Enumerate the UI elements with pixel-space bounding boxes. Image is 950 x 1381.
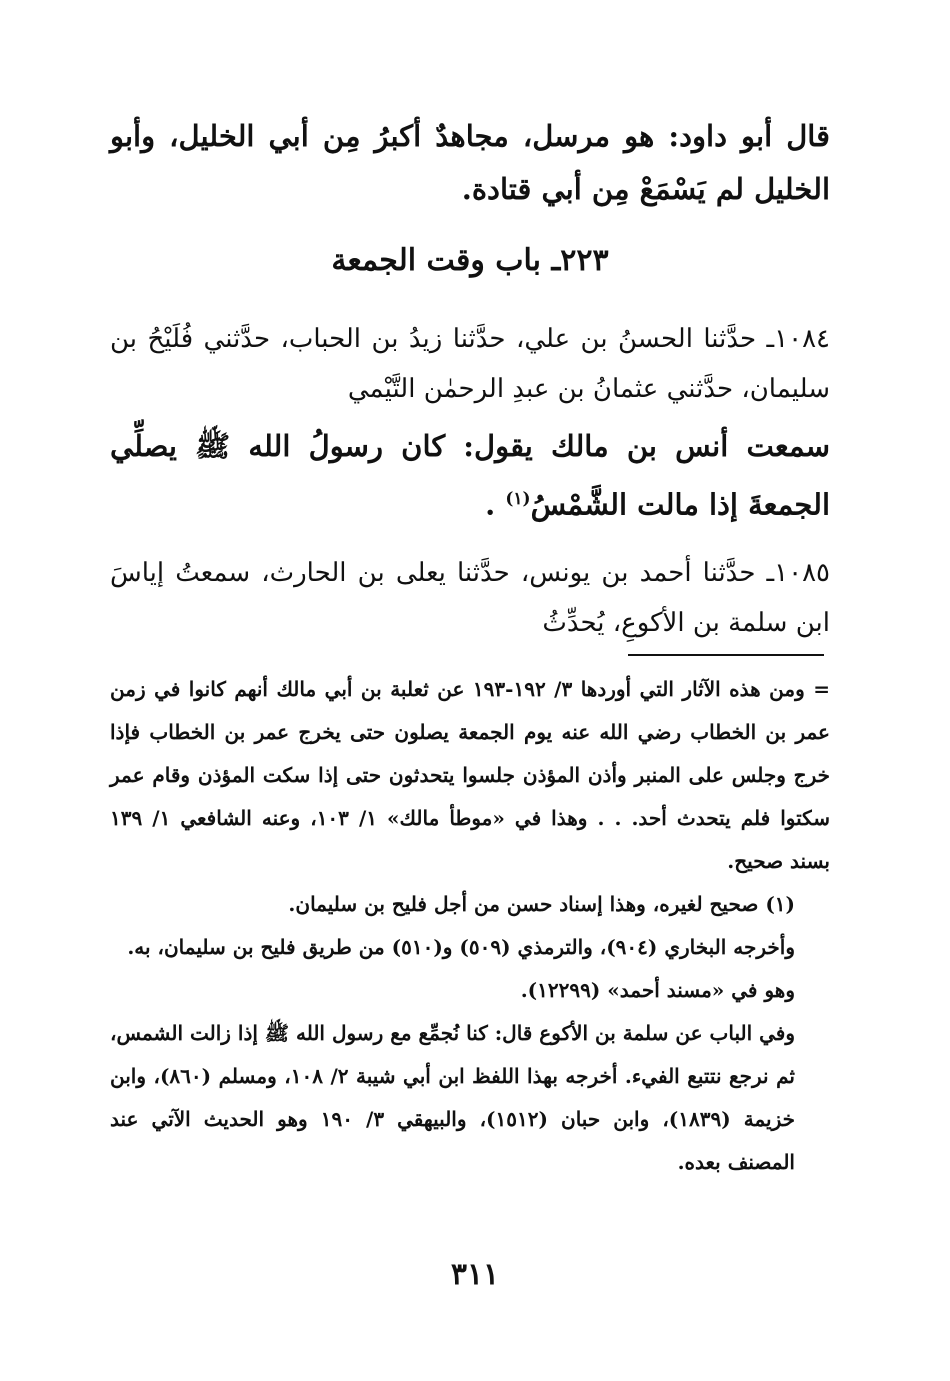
footnote-continuation: = ومن هذه الآثار التي أوردها ٣/ ١٩٢-١٩٣ عن ثعلبة بن أبي مالك أنهم كانوا في زمن عمر بن الخطاب رضي الله عنه يوم الجمعة يصلون حتى يخرج عمر بن الخطاب فإذا خرج وجلس على المنبر وأذن المؤذن جلسوا يتحدثون حتى إذا سكت المؤذن وقام عمر سكتوا فلم يتحدث أحد. . . وهذا في «موطأ مالك» ١/ ١٠٣، وعنه الشافعي ١/ ١٣٩ بسند صحيح. [110,677,830,873]
hadith-1084-matn [110,420,830,532]
footnote-takhrij: وأخرجه البخاري (٩٠٤)، والترمذي (٥٠٩) و(٥١٠) من طريق فليح بن سليمان، به. [127,935,795,959]
footnote-marker: (١) [505,489,531,509]
hadith-1085-isnad: ١٠٨٥ـ حدَّثنا أحمد بن يونس، حدَّثنا يعلى بن الحارث، سمعتُ إياسَ ابن سلمة بن الأكوعِ، يُحدِّثُ [110,558,830,638]
hadith-1084-isnad: ١٠٨٤ـ حدَّثنا الحسنُ بن علي، حدَّثنا زيدُ بن الحباب، حدَّثني فُلَيْحُ بن سليمان، حدَّثني عثمانُ بن عبدِ الرحمٰن التَّيْمي [110,324,830,404]
abu-dawud-remark: قال أبو داود: هو مرسل، مجاهدٌ أكبرُ مِن أبي الخليل، وأبو الخليل لم يَسْمَعْ مِن أبي قتادة. [110,119,830,206]
chapter-heading: ٢٢٣ـ باب وقت الجمعة [331,243,609,278]
hadith-1084-end: . [485,487,496,522]
hadith-1084-matn-text: سمعت أنس بن مالك يقول: كان رسولُ الله ﷺ يصلِّي الجمعةَ إذا مالت الشَّمْسُ [110,429,830,522]
footnote-1: (١) صحيح لغيره، وهذا إسناد حسن من أجل فليح بن سليمان. [288,892,795,916]
footnote-separator [628,654,824,656]
footnotes [110,668,830,1184]
footnote-musnad: وهو في «مسند أحمد» (١٢٢٩٩). [520,978,795,1002]
page-number: ٣١١ [450,1257,500,1292]
footnote-bab: وفي الباب عن سلمة بن الأكوع قال: كنا نُجمِّع مع رسول الله ﷺ إذا زالت الشمس، ثم نرجع نتتبع الفيء. أخرجه بهذا اللفظ ابن أبي شيبة ٢/ ١٠٨، ومسلم (٨٦٠)، وابن خزيمة (١٨٣٩)، وابن حبان (١٥١٢)، والبيهقي ٣/ ١٩٠ وهو الحديث الآتي عند المصنف بعده. [110,1021,795,1174]
